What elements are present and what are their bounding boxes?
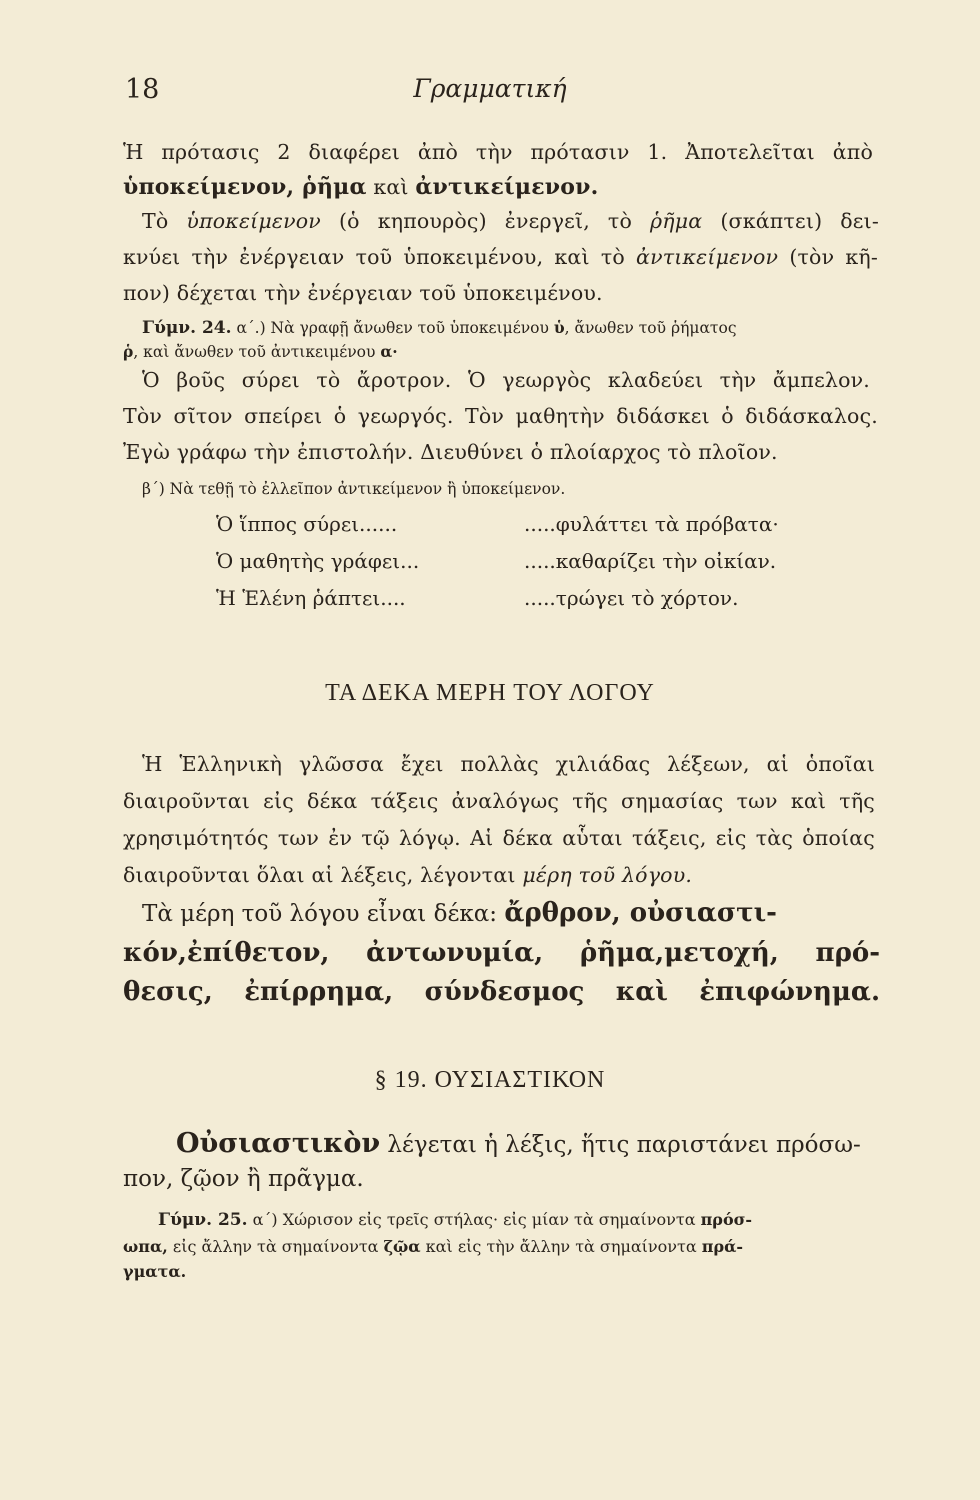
ex24-text-a: α΄.) Νὰ γραφῇ ἄνωθεν τοῦ ὑποκειμένου: [231, 319, 554, 337]
para1-line4: [123, 245, 878, 269]
para1-line2: [123, 174, 873, 200]
ex25-line2-a: εἰς ἄλλην τὰ σημαίνοντα: [167, 1237, 384, 1256]
ex25-line2: [123, 1237, 873, 1256]
ex24-symbol-u: ὑ: [553, 318, 565, 337]
parts-line4-italic: μέρη τοῦ λόγου.: [522, 863, 693, 887]
para1-line3-italic2: ῥῆμα: [650, 209, 703, 233]
para1-line3-c: (σκάπτει) δει-: [702, 209, 879, 233]
ex25-line2-c: καὶ εἰς τὴν ἄλλην τὰ σημαίνοντα: [420, 1237, 702, 1256]
parts-line5-a: Τὰ μέρη τοῦ λόγου εἶναι δέκα:: [142, 901, 505, 927]
ex25-term-persons: πρόσ-: [700, 1210, 753, 1229]
parts-line4: [123, 863, 873, 887]
ex25-label: Γύμν. 25.: [158, 1210, 248, 1230]
para1-line3: [142, 209, 879, 233]
ex24-line1: [142, 318, 879, 338]
para1-line3-a: Τὸ: [142, 209, 187, 233]
parts-line7: θεσις, ἐπίρρημα, σύνδεσμος καὶ ἐπιφώνημα.: [123, 977, 880, 1007]
running-title: Γραμματική: [413, 74, 567, 103]
parts-line1: Ἡ Ἑλληνικὴ γλῶσσα ἔχει πολλὰς χιλιάδας λέξεων, αἱ ὁποῖαι: [142, 752, 875, 776]
ex25-line3: [123, 1262, 873, 1281]
ex24-part-beta: β΄) Νὰ τεθῇ τὸ ἐλλεῖπον ἀντικείμενον ἢ ὑποκείμενον.: [142, 480, 566, 498]
ex24-label: Γύμν. 24.: [142, 318, 232, 338]
ex24-row1-left: Ὁ ἵππος σύρει......: [216, 512, 398, 536]
ex25-text-a: α΄) Χώρισον εἰς τρεῖς στήλας· εἰς μίαν τὰ σημαίνοντα: [247, 1210, 701, 1229]
parts-line5-bold: ἄρθρον, οὐσιαστι-: [504, 898, 777, 928]
ex25-term-animals: ζῷα: [383, 1237, 421, 1256]
parts-line3: χρησιμότητός των ἐν τῷ λόγῳ. Αἱ δέκα αὗται τάξεις, εἰς τὰς ὁποίας: [123, 826, 875, 850]
heading-section-19: § 19. ΟΥΣΙΑΣΤΙΚΟΝ: [374, 1067, 606, 1093]
s19-definition-line1: [176, 1128, 880, 1159]
ex25-term-things: πρά-: [701, 1237, 744, 1256]
page-number: 18: [125, 74, 160, 105]
ex24-text-b: , ἄνωθεν τοῦ ῥήματος: [564, 319, 737, 337]
para1-line2-mid: καὶ: [366, 175, 416, 199]
ex24-row1-right: .....φυλάττει τὰ πρόβατα·: [524, 512, 779, 536]
ex24-sentence2: Τὸν σῖτον σπείρει ὁ γεωργός. Τὸν μαθητὴν διδάσκει ὁ διδάσκαλος.: [123, 404, 878, 428]
para1-line3-italic: ὑποκείμενον: [186, 209, 321, 233]
para1-line4-b: (τὸν κῆ-: [778, 245, 878, 269]
s19-definition-line2: πον, ζῷον ἢ πρᾶγμα.: [123, 1166, 364, 1192]
running-header: [125, 74, 855, 108]
para1-line3-b: (ὁ κηπουρὸς) ἐνεργεῖ, τὸ: [320, 209, 651, 233]
parts-line2: διαιροῦνται εἰς δέκα τάξεις ἀναλόγως τῆς σημασίας των καὶ τῆς: [123, 789, 875, 813]
term-subject-verb: ὑποκείμενον, ῥῆμα: [123, 174, 367, 200]
ex25-line1: [158, 1210, 880, 1230]
term-object: ἀντικείμενον.: [415, 174, 599, 200]
para1-line5: πον) δέχεται τὴν ἐνέργειαν τοῦ ὑποκειμένου.: [123, 281, 603, 305]
parts-line6: κόν,ἐπίθετον, ἀντωνυμία, ῥῆμα,μετοχή, πρό-: [123, 938, 880, 968]
para1-line1: Ἡ πρότασις 2 διαφέρει ἀπὸ τὴν πρότασιν 1. Ἀποτελεῖται ἀπὸ: [123, 140, 873, 164]
parts-line5: [142, 898, 882, 928]
s19-term-noun: Οὐσιαστικὸν: [176, 1128, 381, 1159]
ex24-line2: [123, 342, 873, 361]
ex24-symbol-a: α·: [380, 342, 398, 361]
ex24-line2-text: , καὶ ἄνωθεν τοῦ ἀντικειμένου: [133, 343, 381, 361]
ex24-row2-right: .....καθαρίζει τὴν οἰκίαν.: [524, 549, 777, 573]
ex24-row2-left: Ὁ μαθητὴς γράφει...: [216, 549, 420, 573]
ex24-sentence1: Ὁ βοῦς σύρει τὸ ἄροτρον. Ὁ γεωργὸς κλαδεύει τὴν ἄμπελον.: [142, 368, 870, 392]
ex24-row3-right: .....τρώγει τὸ χόρτον.: [524, 586, 739, 610]
ex24-sentence3: Ἐγὼ γράφω τὴν ἐπιστολήν. Διευθύνει ὁ πλοίαρχος τὸ πλοῖον.: [123, 440, 778, 464]
ex25-term-persons-end: ωπα,: [123, 1237, 168, 1256]
heading-parts-of-speech: ΤΑ ΔΕΚΑ ΜΕΡΗ ΤΟΥ ΛΟΓΟΥ: [325, 680, 655, 706]
ex24-row3-left: Ἡ Ἑλένη ῥάπτει....: [216, 586, 406, 610]
ex24-symbol-r: ῥ: [123, 342, 134, 361]
s19-def-rest: λέγεται ἡ λέξις, ἥτις παριστάνει πρόσω-: [380, 1132, 861, 1158]
para1-line4-a: κνύει τὴν ἐνέργειαν τοῦ ὑποκειμένου, καὶ τὸ: [123, 245, 637, 269]
para1-line4-italic: ἀντικείμενον: [636, 245, 779, 269]
ex25-term-things-end: γματα.: [123, 1262, 187, 1281]
parts-line4-a: διαιροῦνται ὅλαι αἱ λέξεις, λέγονται: [123, 863, 523, 887]
